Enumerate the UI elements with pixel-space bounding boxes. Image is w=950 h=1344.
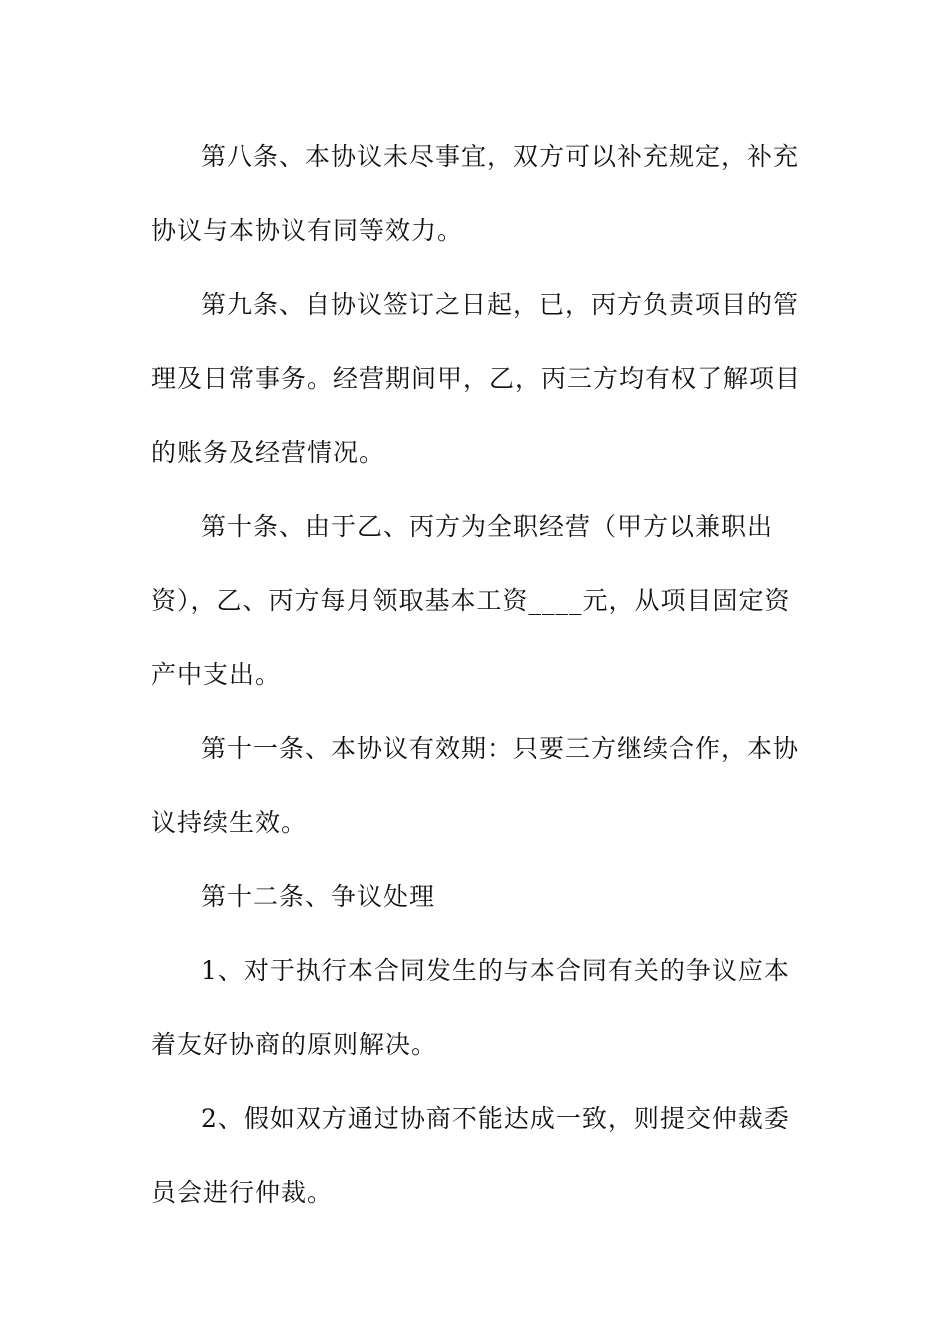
dispute-clause-2: 2、假如双方通过协商不能达成一致，则提交仲裁委员会进行仲裁。	[151, 1104, 790, 1207]
article-9-paragraph: 第九条、自协议签订之日起，已，丙方负责项目的管理及日常事务。经营期间甲，乙，丙三方均有权了解项目的账务及经营情况。	[151, 290, 802, 467]
document-body	[151, 120, 811, 1230]
article-12-heading: 第十二条、争议处理	[201, 882, 436, 911]
dispute-clause-1: 1、对于执行本合同发生的与本合同有关的争议应本着友好协商的原则解决。	[151, 956, 790, 1059]
article-8-paragraph: 第八条、本协议未尽事宜，双方可以补充规定，补充协议与本协议有同等效力。	[151, 142, 800, 245]
article-10-paragraph: 第十条、由于乙、丙方为全职经营（甲方以兼职出资），乙、丙方每月领取基本工资____元，从项目固定资产中支出。	[151, 512, 791, 689]
article-11-paragraph: 第十一条、本协议有效期：只要三方继续合作，本协议持续生效。	[151, 734, 800, 837]
